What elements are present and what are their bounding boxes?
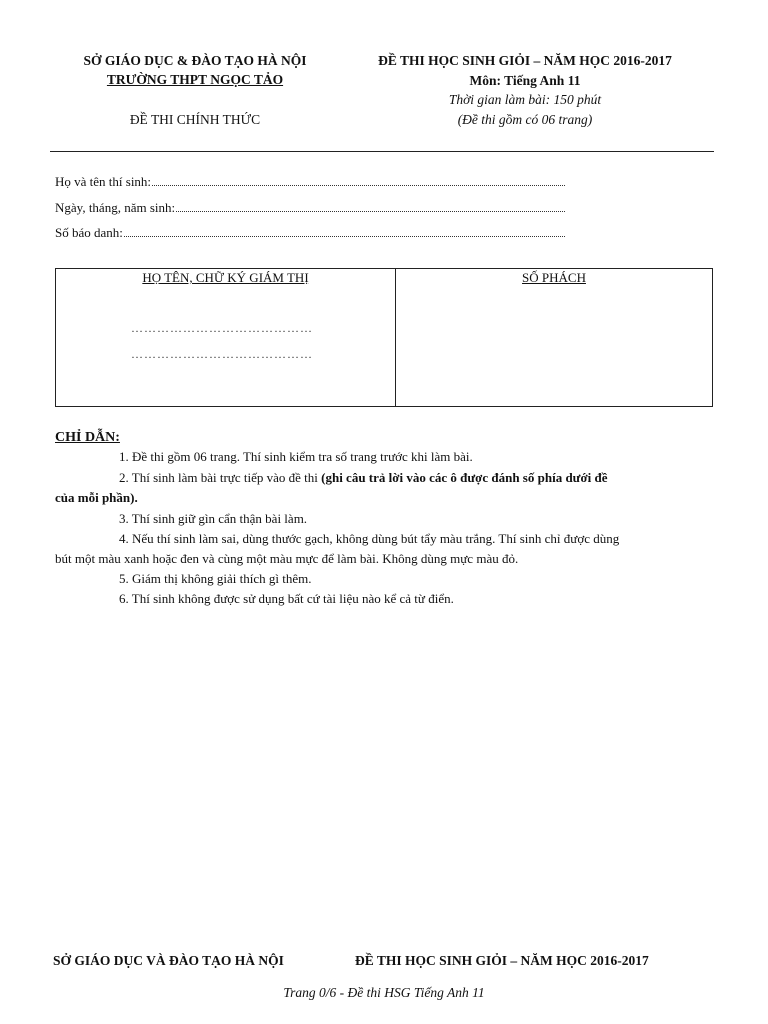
candidate-name-field[interactable] bbox=[55, 174, 565, 190]
candidate-number-field[interactable] bbox=[55, 225, 565, 241]
instruction-item-2-bold-b: của mỗi phần). bbox=[55, 490, 138, 505]
school-name: TRƯỜNG THPT NGỌC TẢO bbox=[106, 72, 284, 87]
instruction-item-2-bold-a: (ghi câu trả lời vào các ô được đánh số phía dưới đề bbox=[321, 470, 608, 485]
instruction-item-4-line-2: bút một màu xanh hoặc đen và cùng một màu mực để làm bài. Không dùng mực màu đỏ. bbox=[55, 551, 519, 566]
candidate-number-dotted-line[interactable] bbox=[124, 226, 565, 237]
instruction-item-5-text: 5. Giám thị không giải thích gì thêm. bbox=[119, 571, 312, 586]
invigilator-signature-line-1: …………………………………… bbox=[131, 321, 313, 335]
footer-department: SỞ GIÁO DỤC VÀ ĐÀO TẠO HÀ NỘI bbox=[53, 953, 284, 968]
header-divider bbox=[50, 151, 714, 152]
invigilator-signature-cell[interactable] bbox=[56, 269, 396, 406]
instruction-item-6-text: 6. Thí sinh không được sử dụng bất cứ tài liệu nào kể cả từ điển. bbox=[119, 591, 454, 606]
invigilator-header: HỌ TÊN, CHỮ KÝ GIÁM THỊ bbox=[142, 270, 309, 285]
instruction-item-2-plain: 2. Thí sinh làm bài trực tiếp vào đề thi bbox=[119, 470, 322, 485]
instructions-title: CHỈ DẪN: bbox=[55, 430, 120, 445]
invigilator-box bbox=[55, 268, 713, 407]
subject-label: Môn: Tiếng Anh 11 bbox=[469, 73, 581, 88]
official-exam-label: ĐỀ THI CHÍNH THỨC bbox=[129, 112, 261, 127]
page-count-note: (Đề thi gồm có 06 trang) bbox=[457, 112, 593, 127]
instruction-item-5 bbox=[55, 569, 722, 589]
duration-label: Thời gian làm bài: 150 phút bbox=[448, 92, 602, 107]
detach-number-cell[interactable] bbox=[396, 269, 712, 406]
exam-title: ĐỀ THI HỌC SINH GIỎI – NĂM HỌC 2016-2017 bbox=[378, 53, 672, 68]
instruction-item-4 bbox=[55, 529, 722, 569]
candidate-dob-dotted-line[interactable] bbox=[176, 201, 565, 212]
footer-exam-title: ĐỀ THI HỌC SINH GIỎI – NĂM HỌC 2016-2017 bbox=[355, 953, 649, 968]
instruction-item-4-line-1: 4. Nếu thí sinh làm sai, dùng thước gạch, không dùng bút tẩy màu trắng. Thí sinh chỉ được dùng bbox=[119, 531, 620, 546]
footer-page-number: Trang 0/6 - Đề thi HSG Tiếng Anh 11 bbox=[283, 985, 485, 1000]
instruction-item-6 bbox=[55, 589, 722, 609]
instruction-item-2-line-1 bbox=[55, 468, 722, 488]
instruction-item-3 bbox=[55, 509, 722, 529]
candidate-dob-field[interactable] bbox=[55, 200, 565, 216]
instruction-item-1 bbox=[55, 447, 722, 467]
detach-number-header: SỐ PHÁCH bbox=[522, 270, 586, 285]
candidate-dob-label: Ngày, tháng, năm sinh: bbox=[55, 200, 176, 215]
candidate-number-label: Số báo danh: bbox=[55, 225, 123, 240]
instruction-item-2 bbox=[55, 468, 722, 508]
candidate-name-dotted-line[interactable] bbox=[152, 175, 565, 186]
candidate-name-label: Họ và tên thí sinh: bbox=[55, 174, 152, 189]
instruction-item-1-text: 1. Đề thi gồm 06 trang. Thí sinh kiểm tra số trang trước khi làm bài. bbox=[119, 449, 473, 464]
instruction-item-3-text: 3. Thí sinh giữ gìn cẩn thận bài làm. bbox=[119, 511, 308, 526]
invigilator-signature-line-2: …………………………………… bbox=[131, 347, 313, 361]
department-name: SỞ GIÁO DỤC & ĐÀO TẠO HÀ NỘI bbox=[83, 53, 307, 68]
